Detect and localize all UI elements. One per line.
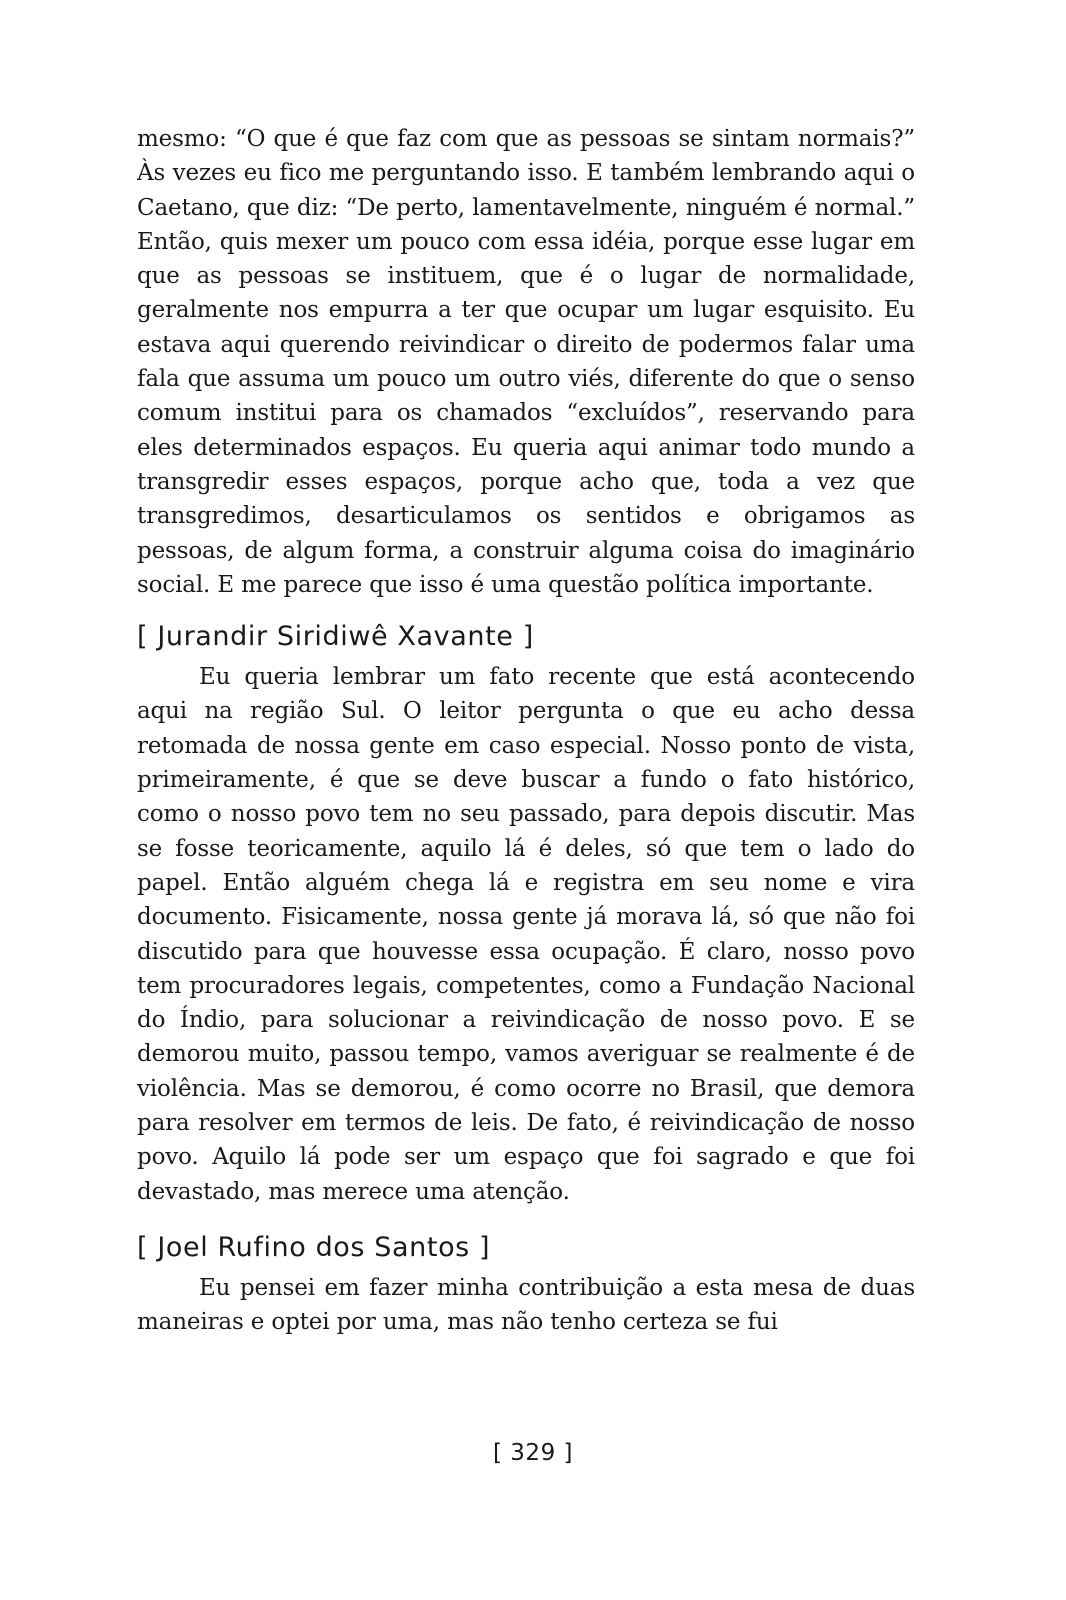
speaker-heading-joel: [ Joel Rufino dos Santos ] (137, 1231, 491, 1263)
page-number: [ 329 ] (493, 1440, 573, 1466)
text-column (137, 122, 915, 1340)
joel-paragraph: Eu pensei em fazer minha contribuição a esta mesa de duas maneiras e optei por uma, mas não tenho certeza se fui (137, 1274, 915, 1336)
speaker-heading-jurandir: [ Jurandir Siridiwê Xavante ] (137, 621, 534, 653)
intro-paragraph: mesmo: “O que é que faz com que as pessoas se sintam normais?” Às vezes eu fico me perguntando isso. E também lembrando aqui o Caetano, que diz: “De perto, lamentavelmente, ninguém é normal.” Então, quis mexer um pouco com essa idéia, porque esse lugar em que as pessoas se instituem, que é o lugar de normalidade, geralmente nos empurra a ter que ocupar um lugar esquisito. Eu estava aqui querendo reivindicar o direito de podermos falar uma fala que assuma um pouco um outro viés, diferente do que o senso comum institui para os chamados “excluídos”, reservando para eles determinados espaços. Eu queria aqui animar todo mundo a transgredir esses espaços, porque acho que, toda a vez que transgredimos, desarticulamos os sentidos e obrigamos as pessoas, de algum forma, a construir alguma coisa do imaginário social. E me parece que isso é uma questão política importante. (137, 126, 915, 598)
jurandir-paragraph: Eu queria lembrar um fato recente que está acontecendo aqui na região Sul. O leitor pergunta o que eu acho dessa retomada de nossa gente em caso especial. Nosso ponto de vista, primeiramente, é que se deve buscar a fundo o fato histórico, como o nosso povo tem no seu passado, para depois discutir. Mas se fosse teoricamente, aquilo lá é deles, só que tem o lado do papel. Então alguém chega lá e registra em seu nome e vira documento. Fisicamente, nossa gente já morava lá, só que não foi discutido para que houvesse essa ocupação. É claro, nosso povo tem procuradores legais, competentes, como a Fundação Nacional do Índio, para solucionar a reivindicação de nosso povo. E se demorou muito, passou tempo, vamos averiguar se realmente é de violência. Mas se demorou, é como ocorre no Brasil, que demora para resolver em termos de leis. De fato, é reivindicação de nosso povo. Aquilo lá pode ser um espaço que foi sagrado e que foi devastado, mas merece uma atenção. (137, 664, 915, 1205)
